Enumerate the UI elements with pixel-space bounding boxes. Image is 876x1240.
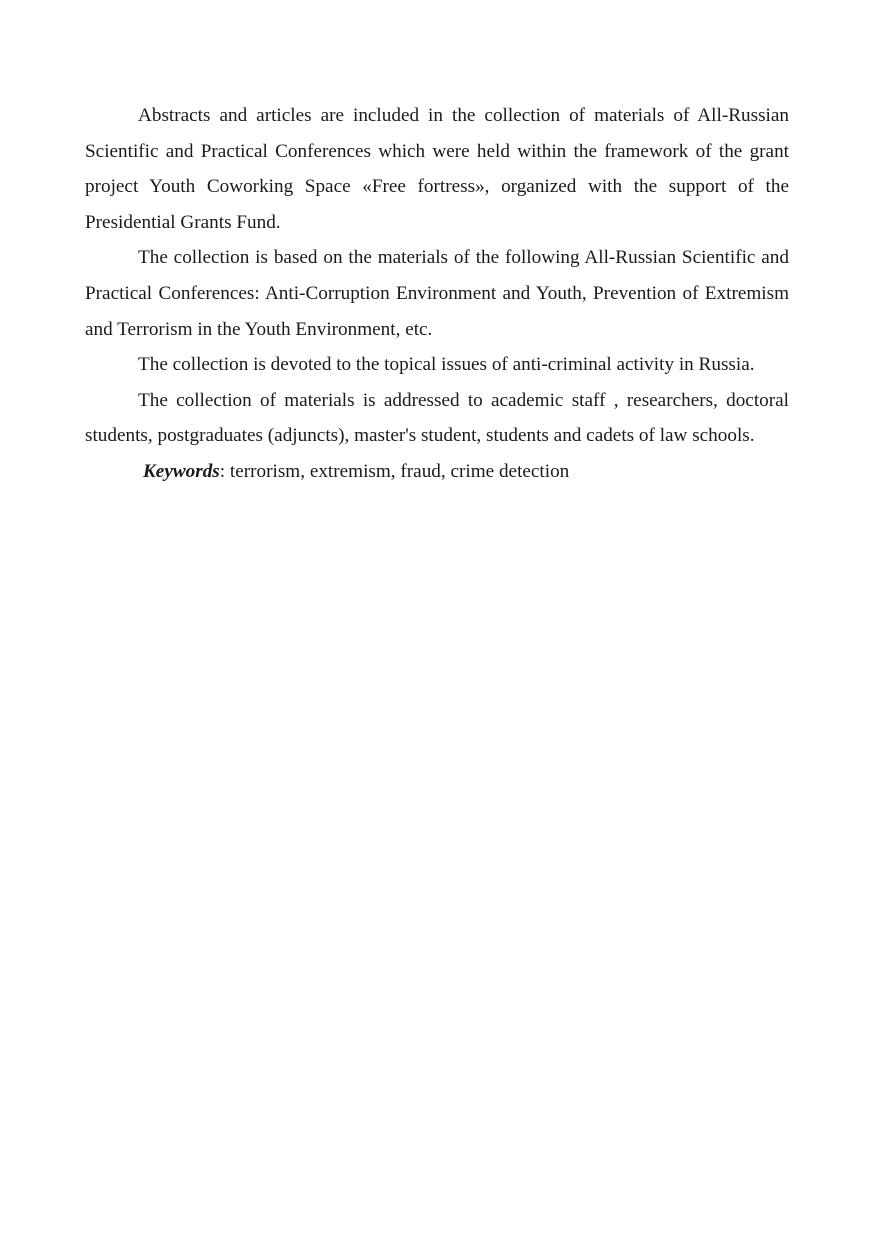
paragraph-collection-overview: Abstracts and articles are included in the collection of materials of All-Russian Scientific and Practical Conferences which were held within the framework of the grant project Youth Coworking Space «Free fortress», organized with the support of the Presidential Grants Fund. [85, 105, 789, 233]
abstract-text-block [85, 98, 789, 490]
keywords-label: Keywords [143, 460, 220, 482]
keywords-list: terrorism, extremism, fraud, crime detection [229, 460, 570, 482]
keywords-separator: : [219, 460, 230, 482]
paragraph-conferences-basis: The collection is based on the materials of the following All-Russian Scientific and Practical Conferences: Anti-Corruption Environment and Youth, Prevention of Extremism and Terrorism in the Youth Environment, etc. [85, 247, 789, 340]
paragraph-audience: The collection of materials is addressed to academic staff , researchers, doctoral students, postgraduates (adjuncts), master's student, students and cadets of law schools. [85, 389, 789, 447]
keywords-line [85, 454, 789, 490]
paragraph-topic: The collection is devoted to the topical issues of anti-criminal activity in Russia. [138, 354, 755, 376]
